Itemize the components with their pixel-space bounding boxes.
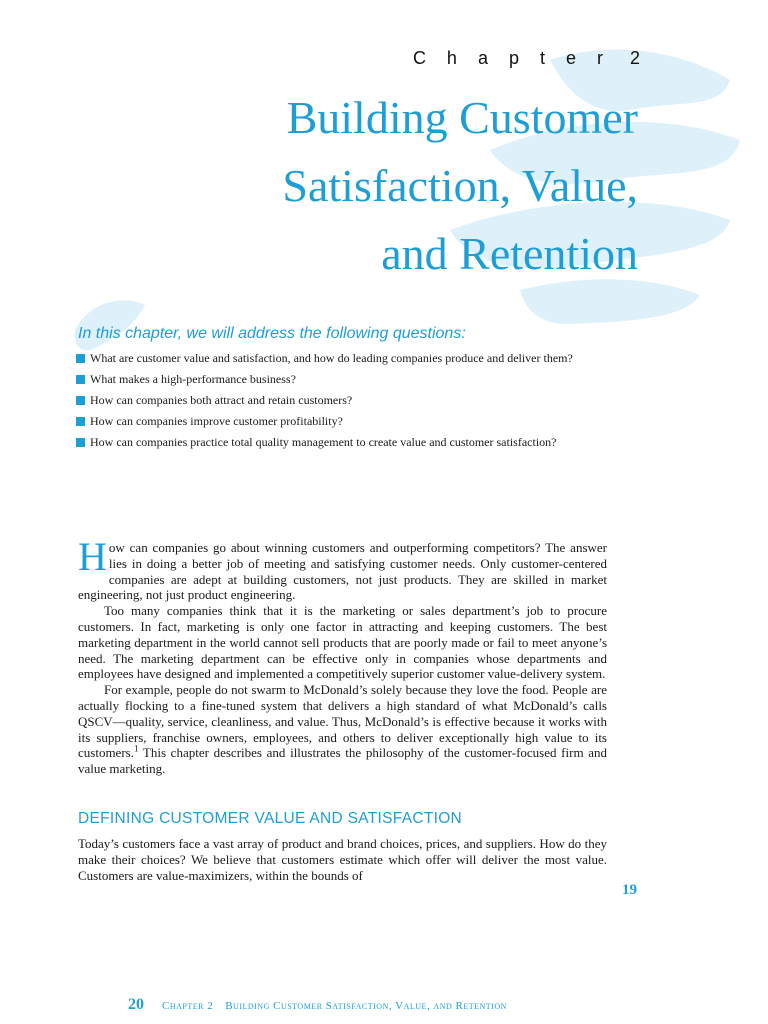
chapter-word: Chapter (412, 48, 624, 68)
square-bullet-icon (76, 417, 85, 426)
list-item (76, 414, 576, 429)
body-paragraph-3 (78, 682, 607, 777)
square-bullet-icon (76, 375, 85, 384)
chapter-title-line-1: Building Customer (286, 92, 638, 143)
list-item (76, 351, 576, 366)
body-paragraph-1 (78, 534, 607, 603)
chapter-label (413, 48, 640, 69)
paragraph-text: ow can companies go about winning customers and outperforming competitors? The answer lies in doing a better job of meeting and satisfying customer needs. Only customer-centered companies are adept at building customers, not just products. They are skilled in market engineering, not just product engineering. (78, 540, 607, 603)
question-text: How can companies both attract and retain customers? (90, 393, 353, 407)
list-item (76, 435, 576, 450)
footer-page-number: 20 (128, 996, 144, 1013)
chapter-title-line-2: Satisfaction, Value, (282, 160, 638, 211)
page-number: 19 (622, 882, 637, 898)
chapter-number: 2 (629, 48, 640, 68)
list-item (76, 393, 576, 408)
chapter-title-line-3: and Retention (381, 228, 638, 279)
footer-title: Building Customer Satisfaction, Value, and Retention (225, 1000, 507, 1012)
square-bullet-icon (76, 396, 85, 405)
square-bullet-icon (76, 354, 85, 363)
footnote-marker: 1 (133, 744, 139, 755)
question-text: What makes a high-performance business? (90, 372, 296, 386)
chapter-title (78, 84, 638, 288)
intro-heading: In this chapter, we will address the following questions: (78, 325, 466, 342)
body-paragraph-2: Too many companies think that it is the marketing or sales department’s job to procure customers. In fact, marketing is only one factor in attracting and keeping customers. The best marketing department in the world cannot sell products that are poorly made or fail to meet anyone’s need. The marketing department can be effective only in companies whose departments and employees have designed and implemented a competitively superior customer value-delivery system. (78, 603, 607, 682)
drop-cap: H (78, 534, 107, 579)
question-text: How can companies improve customer profitability? (90, 414, 343, 428)
paragraph-text: This chapter describes and illustrates the philosophy of the customer-focused firm and value marketing. (78, 745, 607, 777)
footer-chapter: Chapter 2 (162, 1000, 214, 1012)
question-text: How can companies practice total quality management to create value and customer satisfaction? (90, 435, 557, 449)
chapter-questions-list (76, 351, 576, 456)
square-bullet-icon (76, 438, 85, 447)
page-footer (128, 996, 507, 1014)
chapter-body (78, 534, 607, 777)
list-item (76, 372, 576, 387)
question-text: What are customer value and satisfaction, and how do leading companies produce and deliver them? (90, 351, 573, 365)
section-heading: DEFINING CUSTOMER VALUE AND SATISFACTION (78, 810, 463, 827)
section-paragraph-1: Today’s customers face a vast array of product and brand choices, prices, and suppliers. How do they make their choices? We believe that customers estimate which offer will deliver the most value. Customers are value-maximizers, within the bounds of (78, 836, 607, 883)
paragraph-text: For example, people do not swarm to McDonald’s solely because they love the food. People are actually flocking to a fine-tuned system that delivers a high standard of what McDonald’s calls QSCV—quality, service, cleanliness, and value. Thus, McDonald’s is effective because it works with its suppliers, franchise owners, employees, and others to deliver exceptionally high value to its customers. (78, 682, 607, 761)
